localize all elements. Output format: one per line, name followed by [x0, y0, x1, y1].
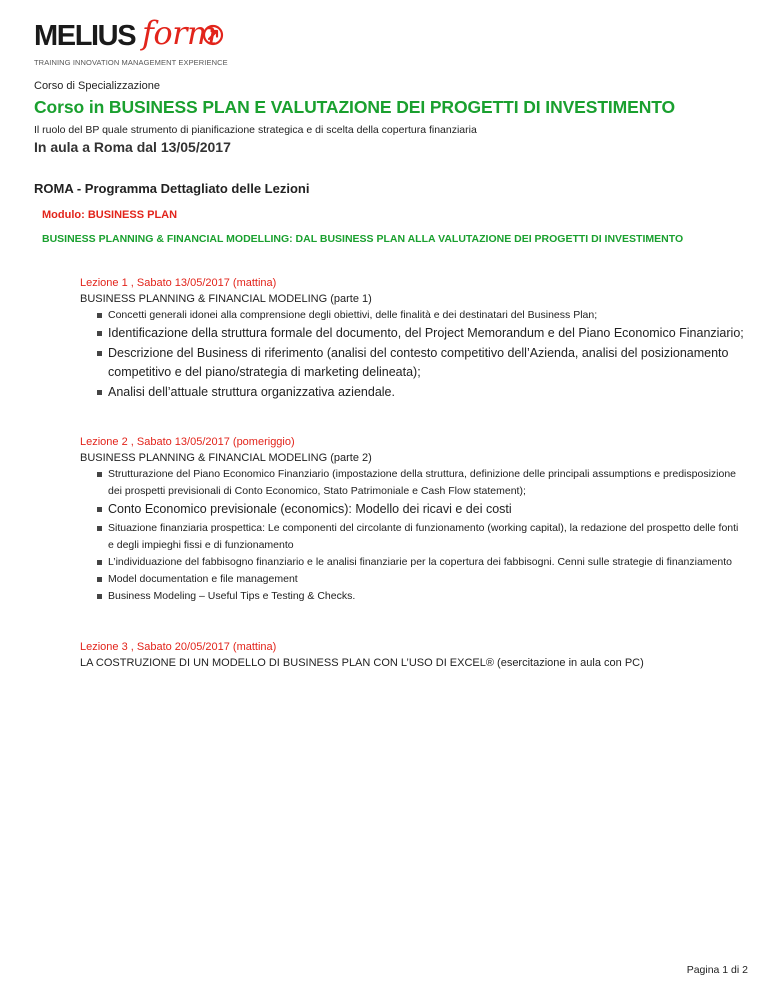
page-number: Pagina 1 di 2	[686, 964, 748, 976]
course-location-date: In aula a Roma dal 13/05/2017	[34, 139, 231, 155]
lesson-heading: Lezione 2 , Sabato 13/05/2017 (pomeriggio)	[80, 436, 295, 448]
lesson-items	[80, 307, 745, 402]
lesson-topic: BUSINESS PLANNING & FINANCIAL MODELING (parte 1)	[80, 293, 372, 305]
lesson-heading: Lezione 3 , Sabato 20/05/2017 (mattina)	[80, 641, 277, 653]
lesson-item: Strutturazione del Piano Economico Finanziario (impostazione della struttura, definizione delle principali assumptions e predisposizione dei prospetti previsionali di Conto Economico, Stato Patrimoniale e Cash Flow statement);	[108, 466, 745, 500]
lesson-item: Model documentation e file management	[108, 571, 745, 588]
logo-melius-text: MELIUS	[34, 20, 136, 52]
lesson-item: Business Modeling – Useful Tips e Testing & Checks.	[108, 588, 745, 605]
lesson-item: Identificazione della struttura formale del documento, del Project Memorandum e del Piano Economico Finanziario;	[108, 324, 745, 344]
course-kind: Corso di Specializzazione	[34, 80, 160, 92]
lesson-items	[80, 466, 745, 605]
course-subtitle: Il ruolo del BP quale strumento di pianificazione strategica e di scelta della copertura finanziaria	[34, 124, 477, 136]
lesson-2	[80, 435, 745, 605]
logo-tagline: TRAINING INNOVATION MANAGEMENT EXPERIENCE	[34, 58, 228, 67]
course-title: Corso in BUSINESS PLAN E VALUTAZIONE DEI PROGETTI DI INVESTIMENTO	[34, 97, 676, 117]
lesson-heading: Lezione 1 , Sabato 13/05/2017 (mattina)	[80, 277, 277, 289]
meliusform-logo	[34, 14, 254, 70]
lesson-1	[80, 276, 745, 402]
module-title: Modulo: BUSINESS PLAN	[42, 209, 178, 221]
lesson-item: Descrizione del Business di riferimento (analisi del contesto competitivo dell’Azienda, analisi del posizionamento competitivo e del piano/strategia di marketing delineata);	[108, 344, 745, 383]
program-title: ROMA - Programma Dettagliato delle Lezioni	[34, 181, 310, 196]
lesson-topic: BUSINESS PLANNING & FINANCIAL MODELING (parte 2)	[80, 452, 372, 464]
logo-form-text: form	[142, 14, 217, 52]
logo-arrow-icon	[202, 24, 224, 46]
lesson-topic: LA COSTRUZIONE DI UN MODELLO DI BUSINESS PLAN CON L’USO DI EXCEL® (esercitazione in aula con PC)	[80, 657, 644, 669]
lesson-item: Concetti generali idonei alla comprensione degli obiettivi, delle finalità e dei destinatari del Business Plan;	[108, 307, 745, 324]
module-subtitle: BUSINESS PLANNING & FINANCIAL MODELLING: DAL BUSINESS PLAN ALLA VALUTAZIONE DEI PROGETTI DI INVESTIMENTO	[42, 233, 684, 245]
lesson-item: Conto Economico previsionale (economics): Modello dei ricavi e dei costi	[108, 500, 745, 520]
lesson-item: Situazione finanziaria prospettica: Le componenti del circolante di funzionamento (working capital), la redazione del prospetto delle fonti e degli impieghi fissi e di funzionamento	[108, 520, 745, 554]
lesson-item: L’individuazione del fabbisogno finanziario e le analisi finanziarie per la copertura dei fabbisogni. Cenni sulle strategie di finanziamento	[108, 554, 745, 571]
lesson-item: Analisi dell’attuale struttura organizzativa aziendale.	[108, 383, 745, 403]
lesson-3	[80, 640, 745, 671]
